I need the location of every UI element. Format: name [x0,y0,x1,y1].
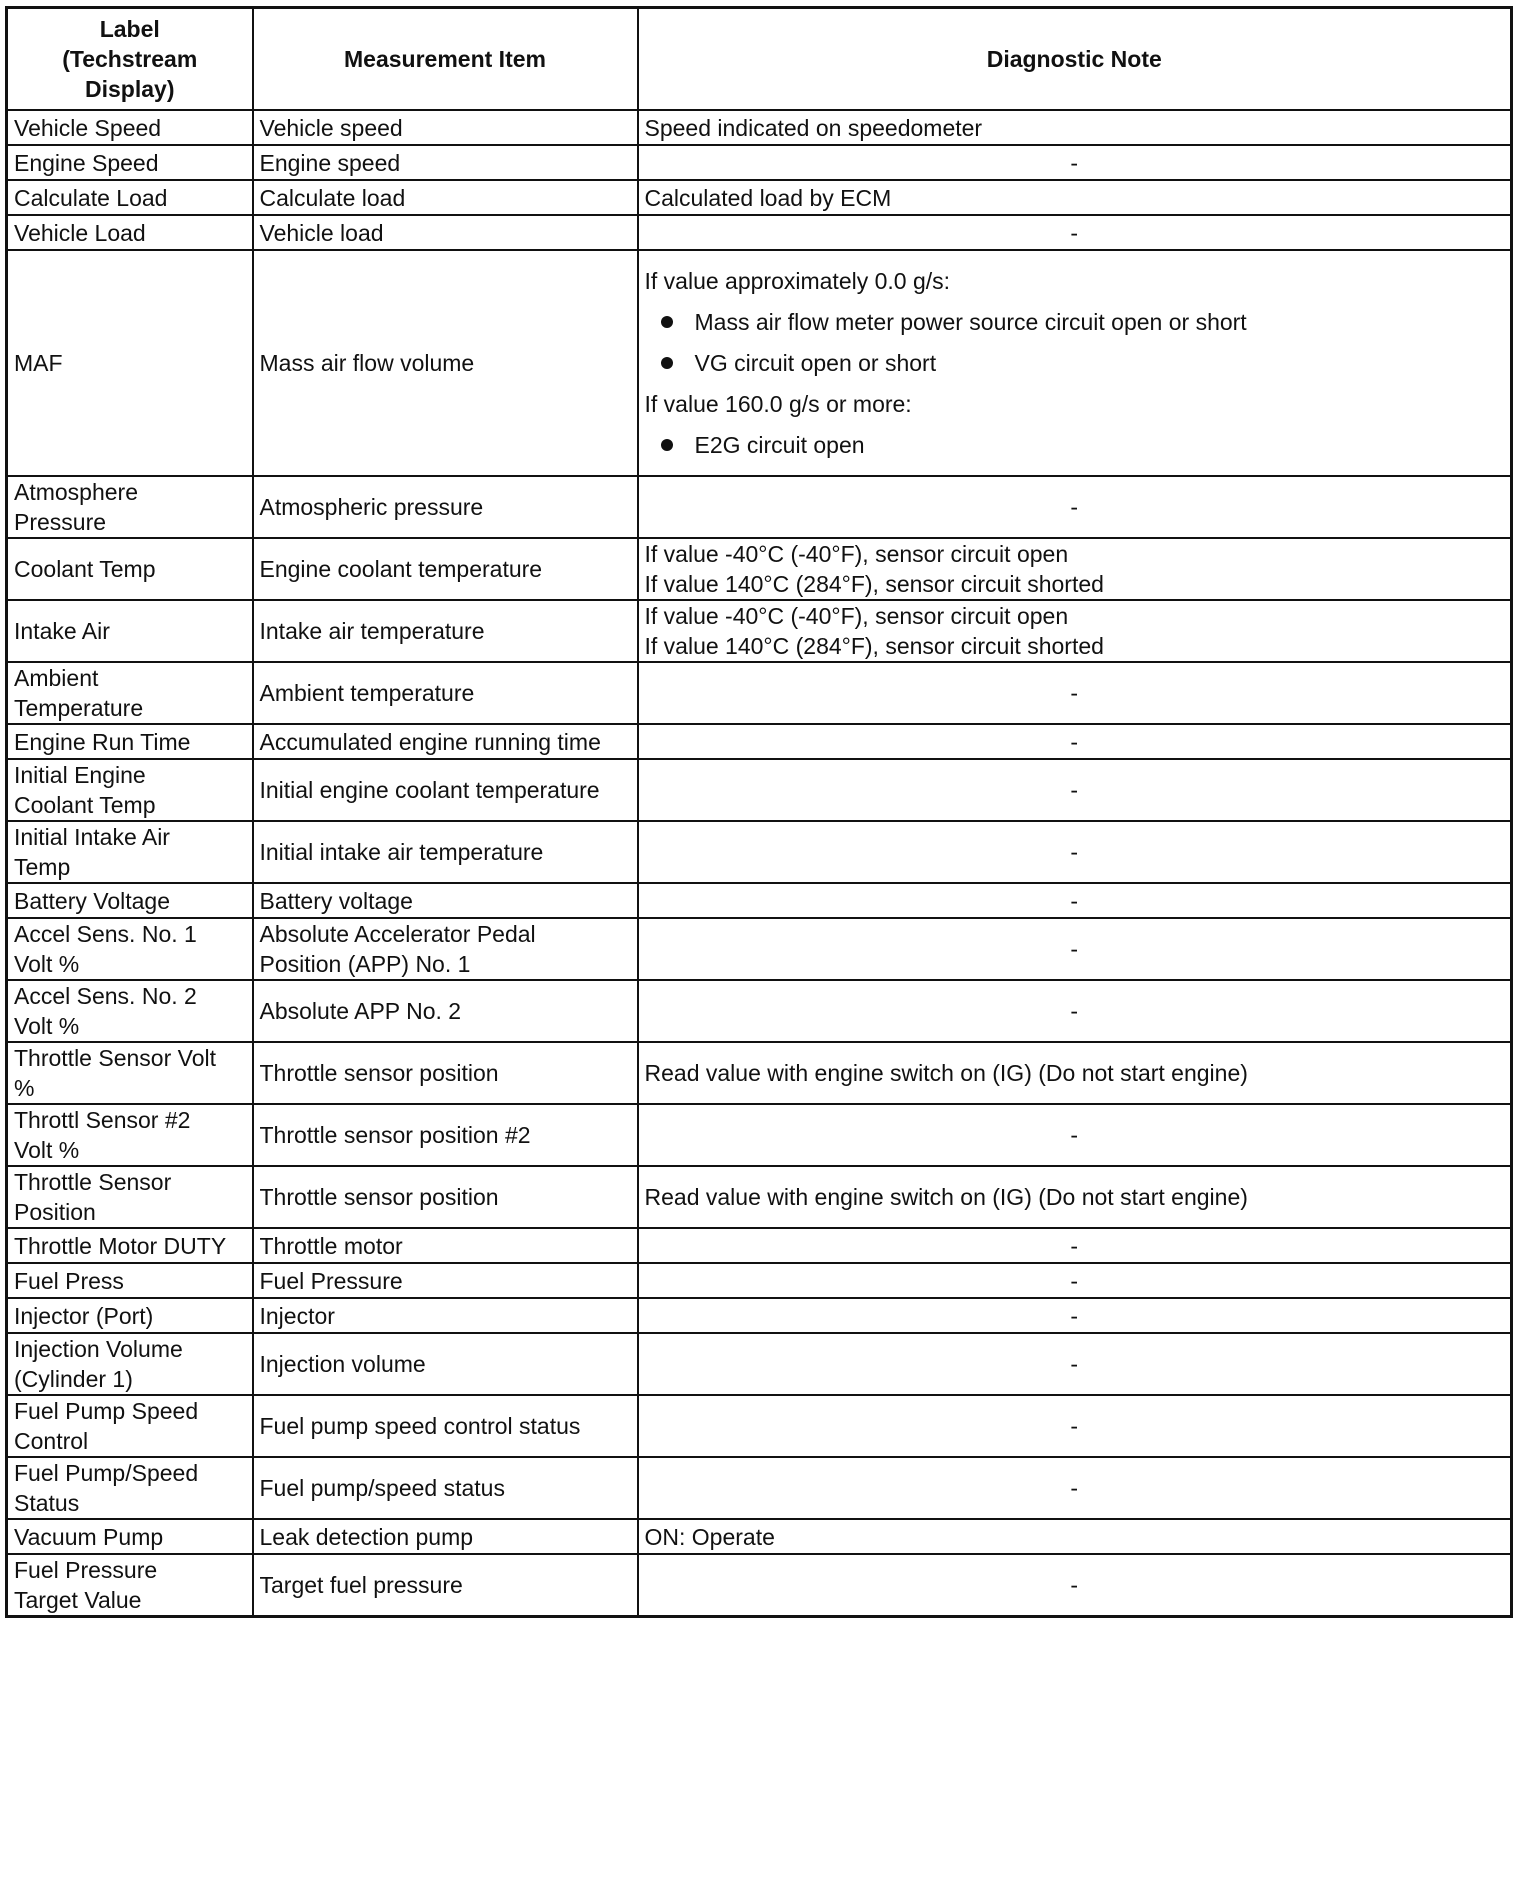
table-row [7,1395,1512,1457]
note-line: - [1070,680,1079,706]
cell-diagnostic-note [638,476,1512,538]
label-line: % [14,1075,35,1101]
cell-measurement-item [253,1395,638,1457]
measurement-line: Fuel pump/speed status [259,1475,505,1501]
label-line: Accel Sens. No. 1 [14,921,197,947]
label-line: Throttl Sensor #2 [14,1107,191,1133]
cell-diagnostic-note [638,759,1512,821]
cell-measurement-item [253,215,638,250]
cell-diagnostic-note [638,600,1512,662]
label-line: Throttle Sensor [14,1169,172,1195]
label-line: Position [14,1199,96,1225]
measurement-line: Vehicle load [259,219,384,246]
cell-measurement-item [253,110,638,145]
label-line: Accel Sens. No. 2 [14,983,197,1009]
label-line: Throttle Sensor Volt [14,1045,216,1071]
label-line: Battery Voltage [14,887,170,914]
note-bullet-item [645,430,1505,460]
note-line: - [1070,1267,1079,1294]
note-line: If value -40°C (-40°F), sensor circuit open [644,603,1069,629]
label-line: Engine Run Time [14,728,191,755]
header-label-line: Label [99,16,160,42]
header-measurement-item: Measurement Item [253,8,638,111]
table-row [7,883,1512,918]
cell-label [7,724,253,759]
measurement-line: Intake air temperature [259,618,485,644]
note-line: - [1070,777,1079,803]
cell-diagnostic-note [638,1263,1512,1298]
header-row [7,8,1512,111]
label-line: Initial Engine [14,762,146,788]
cell-measurement-item [253,821,638,883]
cell-label [7,1457,253,1519]
cell-diagnostic-note [638,1298,1512,1333]
note-text: If value 160.0 g/s or more: [644,391,912,417]
note-bullet-item [645,307,1505,337]
measurement-line: Throttle sensor position #2 [259,1122,531,1148]
cell-measurement-item [253,1457,638,1519]
cell-diagnostic-note [638,1166,1512,1228]
label-line: Target Value [14,1587,142,1613]
note-line: - [1070,998,1079,1024]
cell-label [7,1104,253,1166]
note-line: - [1070,494,1079,520]
data-list-sheet [5,6,1510,1618]
table-row [7,1042,1512,1104]
table-row [7,1519,1512,1554]
measurement-line: Accumulated engine running time [259,728,601,755]
cell-measurement-item [253,476,638,538]
table-row [7,918,1512,980]
table-row [7,538,1512,600]
cell-measurement-item [253,1042,638,1104]
table-row [7,1263,1512,1298]
cell-label [7,1298,253,1333]
label-line: Volt % [14,1137,80,1163]
cell-label [7,110,253,145]
cell-measurement-item [253,918,638,980]
label-line: Vacuum Pump [14,1523,164,1550]
bullet-dot-icon [661,357,673,369]
cell-measurement-item [253,600,638,662]
note-line: - [1070,936,1079,962]
cell-label [7,883,253,918]
cell-diagnostic-note [638,145,1512,180]
cell-measurement-item [253,180,638,215]
note-line: - [1070,1413,1079,1439]
label-line: Injector (Port) [14,1302,154,1329]
table-row [7,1104,1512,1166]
cell-measurement-item [253,1333,638,1395]
note-text: E2G circuit open [694,432,865,458]
note-line: If value -40°C (-40°F), sensor circuit open [644,541,1069,567]
measurement-line: Ambient temperature [259,680,475,706]
note-line: Read value with engine switch on (IG) (Do not start engine) [644,1184,1248,1210]
cell-diagnostic-note [638,1333,1512,1395]
cell-diagnostic-note [638,1042,1512,1104]
cell-label [7,215,253,250]
measurement-line: Injector [259,1302,335,1329]
note-line: - [1070,1122,1079,1148]
cell-diagnostic-note [638,1457,1512,1519]
cell-measurement-item [253,980,638,1042]
cell-label [7,980,253,1042]
table-row [7,1228,1512,1263]
cell-measurement-item [253,1519,638,1554]
measurement-line: Initial intake air temperature [259,839,544,865]
cell-measurement-item [253,538,638,600]
table-row [7,1333,1512,1395]
label-line: Fuel Pump Speed [14,1398,199,1424]
cell-label [7,538,253,600]
label-line: Atmosphere [14,479,139,505]
header-label-line: (Techstream [62,46,198,72]
measurement-line: Fuel pump speed control status [259,1413,581,1439]
cell-diagnostic-note [638,1519,1512,1554]
note-bullet-item [645,348,1505,378]
measurement-line: Absolute APP No. 2 [259,998,462,1024]
measurement-line: Injection volume [259,1351,426,1377]
measurement-line: Target fuel pressure [259,1572,463,1598]
note-line: - [1070,219,1079,246]
table-row [7,662,1512,724]
label-line: Volt % [14,1013,80,1039]
label-line: Vehicle Speed [14,114,162,141]
cell-measurement-item [253,1228,638,1263]
measurement-line: Throttle sensor position [259,1060,499,1086]
cell-diagnostic-note [638,538,1512,600]
header-label-line: Display) [85,76,175,102]
cell-diagnostic-note [638,1104,1512,1166]
cell-measurement-item [253,1104,638,1166]
label-line: Fuel Pressure [14,1557,158,1583]
cell-diagnostic-note [638,215,1512,250]
cell-label [7,1228,253,1263]
label-line: MAF [14,350,63,376]
note-line: - [1070,839,1079,865]
cell-diagnostic-note [638,110,1512,145]
note-text: Mass air flow meter power source circuit open or short [694,309,1247,335]
label-line: Temperature [14,695,144,721]
measurement-line: Fuel Pressure [259,1267,403,1294]
header-diagnostic-note: Diagnostic Note [638,8,1512,111]
cell-diagnostic-note [638,1395,1512,1457]
label-line: Throttle Motor DUTY [14,1232,227,1259]
cell-measurement-item [253,759,638,821]
cell-measurement-item [253,883,638,918]
measurement-line: Battery voltage [259,887,413,914]
label-line: Temp [14,854,71,880]
measurement-line: Vehicle speed [259,114,403,141]
label-line: Control [14,1428,89,1454]
cell-diagnostic-note [638,180,1512,215]
table-row [7,180,1512,215]
table-row [7,1298,1512,1333]
note-line: ON: Operate [644,1523,775,1550]
note-line: Speed indicated on speedometer [644,114,983,141]
cell-label [7,145,253,180]
note-line: - [1070,149,1079,176]
label-line: Coolant Temp [14,556,156,582]
cell-label [7,918,253,980]
cell-label [7,600,253,662]
note-line: - [1070,1232,1079,1259]
cell-label [7,662,253,724]
measurement-line: Atmospheric pressure [259,494,484,520]
cell-diagnostic-note [638,250,1512,476]
measurement-line: Initial engine coolant temperature [259,777,600,803]
note-line: - [1070,1302,1079,1329]
note-line: - [1070,1475,1079,1501]
cell-label [7,1519,253,1554]
cell-label [7,759,253,821]
label-line: Calculate Load [14,184,168,211]
table-row [7,145,1512,180]
table-row [7,1457,1512,1519]
note-paragraph [645,266,1505,296]
table-row [7,1166,1512,1228]
cell-measurement-item [253,250,638,476]
cell-label [7,1166,253,1228]
header-label [7,8,253,111]
cell-measurement-item [253,724,638,759]
label-line: Status [14,1490,80,1516]
measurement-line: Absolute Accelerator Pedal [259,921,536,947]
label-line: Volt % [14,951,80,977]
note-line: - [1070,728,1079,755]
bullet-dot-icon [661,316,673,328]
measurement-line: Throttle sensor position [259,1184,499,1210]
measurement-line: Position (APP) No. 1 [259,951,471,977]
note-line: Read value with engine switch on (IG) (Do not start engine) [644,1060,1248,1086]
cell-label [7,1042,253,1104]
label-line: Initial Intake Air [14,824,170,850]
label-line: Engine Speed [14,149,159,176]
cell-measurement-item [253,1263,638,1298]
cell-measurement-item [253,1554,638,1617]
label-line: Intake Air [14,618,110,644]
cell-label [7,476,253,538]
label-line: Fuel Press [14,1267,124,1294]
cell-diagnostic-note [638,883,1512,918]
measurement-line: Throttle motor [259,1232,403,1259]
cell-diagnostic-note [638,662,1512,724]
cell-diagnostic-note [638,1554,1512,1617]
table-row [7,1554,1512,1617]
cell-label [7,180,253,215]
label-line: Fuel Pump/Speed [14,1460,199,1486]
label-line: Ambient [14,665,99,691]
cell-label [7,1333,253,1395]
note-line: Calculated load by ECM [644,184,892,211]
label-line: Pressure [14,509,107,535]
table-row [7,759,1512,821]
cell-measurement-item [253,1166,638,1228]
label-line: (Cylinder 1) [14,1366,133,1392]
cell-measurement-item [253,145,638,180]
table-row [7,476,1512,538]
cell-measurement-item [253,662,638,724]
note-line: If value 140°C (284°F), sensor circuit shorted [644,571,1104,597]
label-line: Coolant Temp [14,792,156,818]
note-line: - [1070,1351,1079,1377]
cell-label [7,821,253,883]
table-body [7,110,1512,1617]
measurement-line: Engine coolant temperature [259,556,543,582]
table-row [7,250,1512,476]
data-list-table [5,6,1513,1618]
table-row [7,724,1512,759]
cell-diagnostic-note [638,980,1512,1042]
cell-measurement-item [253,1298,638,1333]
cell-label [7,1554,253,1617]
table-row [7,110,1512,145]
note-line: - [1070,887,1079,914]
note-line: - [1070,1572,1079,1598]
cell-label [7,1263,253,1298]
measurement-line: Leak detection pump [259,1523,474,1550]
cell-diagnostic-note [638,821,1512,883]
cell-diagnostic-note [638,1228,1512,1263]
cell-label [7,1395,253,1457]
note-text: If value approximately 0.0 g/s: [644,268,951,294]
table-row [7,600,1512,662]
note-line: If value 140°C (284°F), sensor circuit shorted [644,633,1104,659]
measurement-line: Engine speed [259,149,401,176]
bullet-dot-icon [661,439,673,451]
note-paragraph [645,389,1505,419]
cell-diagnostic-note [638,918,1512,980]
table-row [7,821,1512,883]
note-text: VG circuit open or short [694,350,937,376]
label-line: Vehicle Load [14,219,146,246]
label-line: Injection Volume [14,1336,183,1362]
table-row [7,980,1512,1042]
table-row [7,215,1512,250]
cell-diagnostic-note [638,724,1512,759]
measurement-line: Calculate load [259,184,406,211]
measurement-line: Mass air flow volume [259,350,475,376]
cell-label [7,250,253,476]
